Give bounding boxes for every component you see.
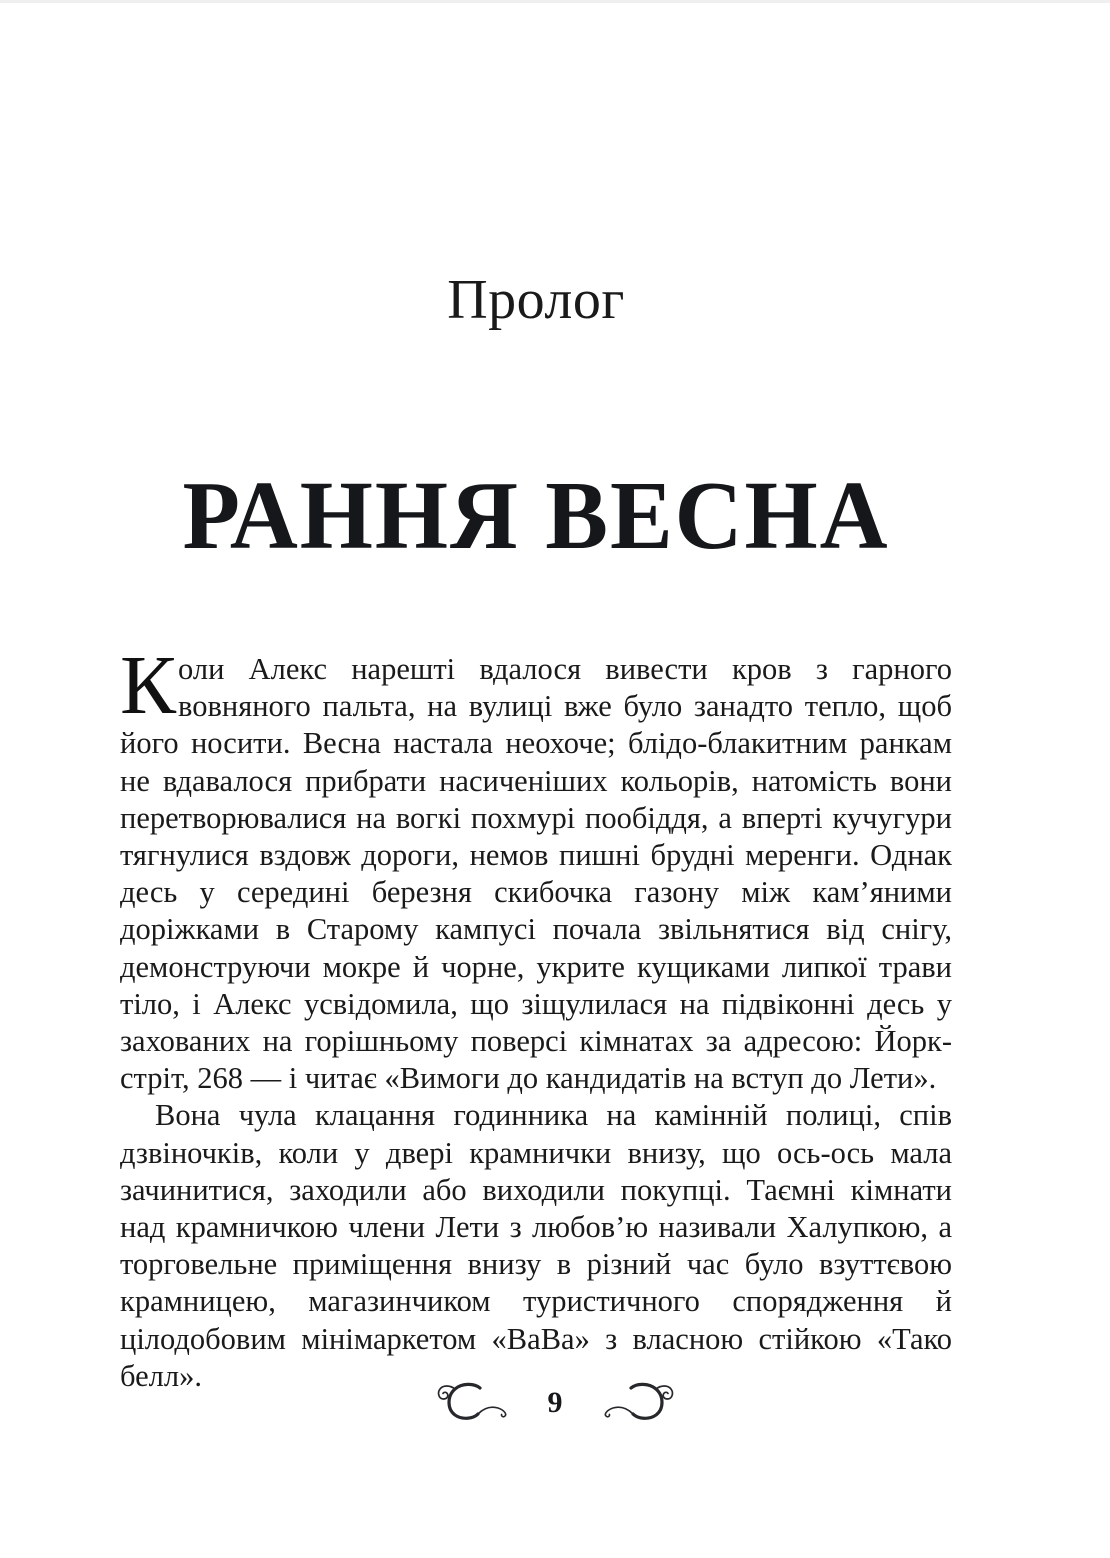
chapter-title: РАННЯ ВЕСНА bbox=[182, 461, 890, 570]
text-block bbox=[120, 3, 952, 1558]
flourish-ornament-icon bbox=[434, 1381, 524, 1427]
folio bbox=[0, 1381, 1110, 1427]
drop-cap: К bbox=[120, 639, 177, 732]
flourish-ornament-icon bbox=[587, 1381, 677, 1427]
body-copy bbox=[120, 639, 952, 1395]
page-number: 9 bbox=[547, 1386, 563, 1419]
chapter-label: Пролог bbox=[447, 269, 625, 331]
paragraph-2: Вона чула клацання годинника на камінній полиці, спів дзвіночків, коли у двері крамнички внизу, що ось-ось мала зачинитися, заходили або виходили покупці. Таємні кімнати над крамничкою члени Лети з любов’ю називали Халупкою, а торговельне приміщення внизу в різний час було взуттєвою крамницею, магазинчиком туристичного спорядження й цілодобовим мінімаркетом «ВаВа» з власною стійкою «Тако белл». bbox=[120, 1098, 952, 1393]
paragraph-1 bbox=[120, 639, 952, 1097]
paragraph-1-text: оли Алекс нарешті вдалося вивести кров з гарного вовняного пальта, на вулиці вже було занадто тепло, щоб його носити. Весна настала неохоче; блідо-блакитним ранкам не вдавалося прибрати насиченіших кольорів, натомість вони перетворювалися на вогкі похмурі пообіддя, а вперті кучугури тягнулися вздовж дороги, немов пишні брудні меренги. Однак десь у середині березня скибочка газону між кам’яними доріжками в Старому кампусі почала звільнятися від снігу, демонструючи мокре й чорне, укрите кущиками липкої трави тіло, і Алекс усвідомила, що зіщулилася на підвіконні десь у захованих на горішньому поверсі кімнатах за адресою: Йорк-стріт, 268 — і читає «Вимоги до кандидатів на вступ до Лети». bbox=[120, 652, 952, 1096]
